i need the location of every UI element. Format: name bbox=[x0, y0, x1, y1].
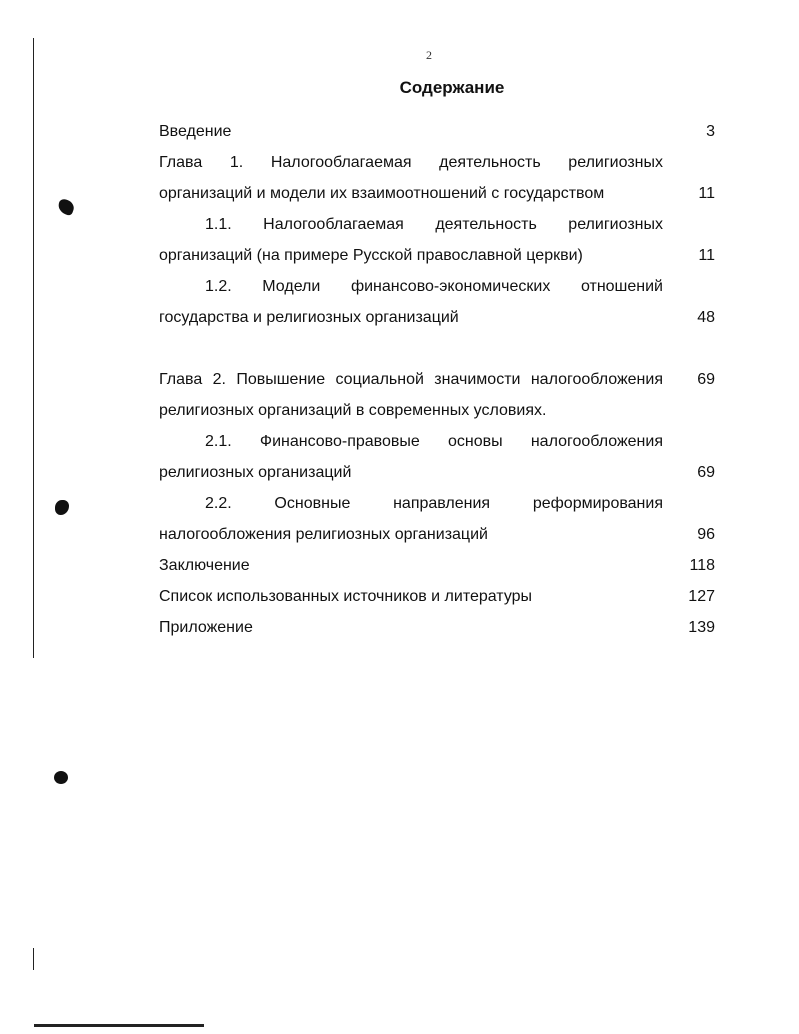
punch-hole-mark-2 bbox=[55, 500, 69, 515]
spacer bbox=[159, 333, 715, 364]
toc-entry-text: Заключение bbox=[159, 557, 250, 574]
toc-entry-text: 2.1. Финансово-правовые основы налогообложения религиозных организаций bbox=[159, 433, 663, 481]
table-of-contents bbox=[159, 116, 715, 643]
toc-entry-page: 11 bbox=[698, 247, 715, 264]
toc-entry-text: Глава 2. Повышение социальной значимости налогообложения религиозных организаций в современных условиях. bbox=[159, 371, 663, 419]
toc-entry-section-1-1 bbox=[159, 209, 715, 271]
page-number: 2 bbox=[426, 48, 432, 62]
toc-entry-text: Введение bbox=[159, 123, 232, 140]
toc-entry-chapter-1 bbox=[159, 147, 715, 209]
toc-entry-appendix bbox=[159, 612, 715, 643]
toc-entry-text: 1.1. Налогооблагаемая деятельность религиозных организаций (на примере Русской православной церкви) bbox=[159, 216, 663, 264]
toc-entry-text: 2.2. Основные направления реформирования налогообложения религиозных организаций bbox=[159, 495, 663, 543]
toc-entry-page: 48 bbox=[697, 309, 715, 326]
toc-entry-text: Глава 1. Налогооблагаемая деятельность религиозных организаций и модели их взаимоотношений с государством bbox=[159, 154, 663, 202]
toc-entry-text: Приложение bbox=[159, 619, 253, 636]
toc-entry-introduction bbox=[159, 116, 715, 147]
toc-entry-page: 69 bbox=[697, 371, 715, 388]
scan-edge-line-bottom bbox=[33, 948, 34, 970]
toc-entry-text: Список использованных источников и литературы bbox=[159, 588, 533, 605]
scan-edge-line-top bbox=[33, 38, 34, 658]
toc-entry-page: 96 bbox=[697, 526, 715, 543]
scan-bottom-bar bbox=[34, 1024, 204, 1027]
punch-hole-mark-1 bbox=[56, 198, 76, 217]
toc-entry-section-1-2 bbox=[159, 271, 715, 333]
toc-entry-section-2-1 bbox=[159, 426, 715, 488]
toc-entry-text: 1.2. Модели финансово-экономических отношений государства и религиозных организаций bbox=[159, 278, 663, 326]
toc-entry-page: 118 bbox=[689, 557, 715, 574]
toc-entry-conclusion bbox=[159, 550, 715, 581]
toc-entry-chapter-2 bbox=[159, 364, 715, 426]
page-title: Содержание bbox=[399, 78, 505, 97]
toc-entry-references bbox=[159, 581, 715, 612]
toc-entry-page: 3 bbox=[706, 123, 715, 140]
toc-entry-page: 139 bbox=[688, 619, 715, 636]
punch-hole-mark-3 bbox=[54, 771, 68, 784]
toc-entry-page: 127 bbox=[688, 588, 715, 605]
toc-entry-page: 69 bbox=[697, 464, 715, 481]
toc-entry-page: 11 bbox=[698, 185, 715, 202]
toc-entry-section-2-2 bbox=[159, 488, 715, 550]
